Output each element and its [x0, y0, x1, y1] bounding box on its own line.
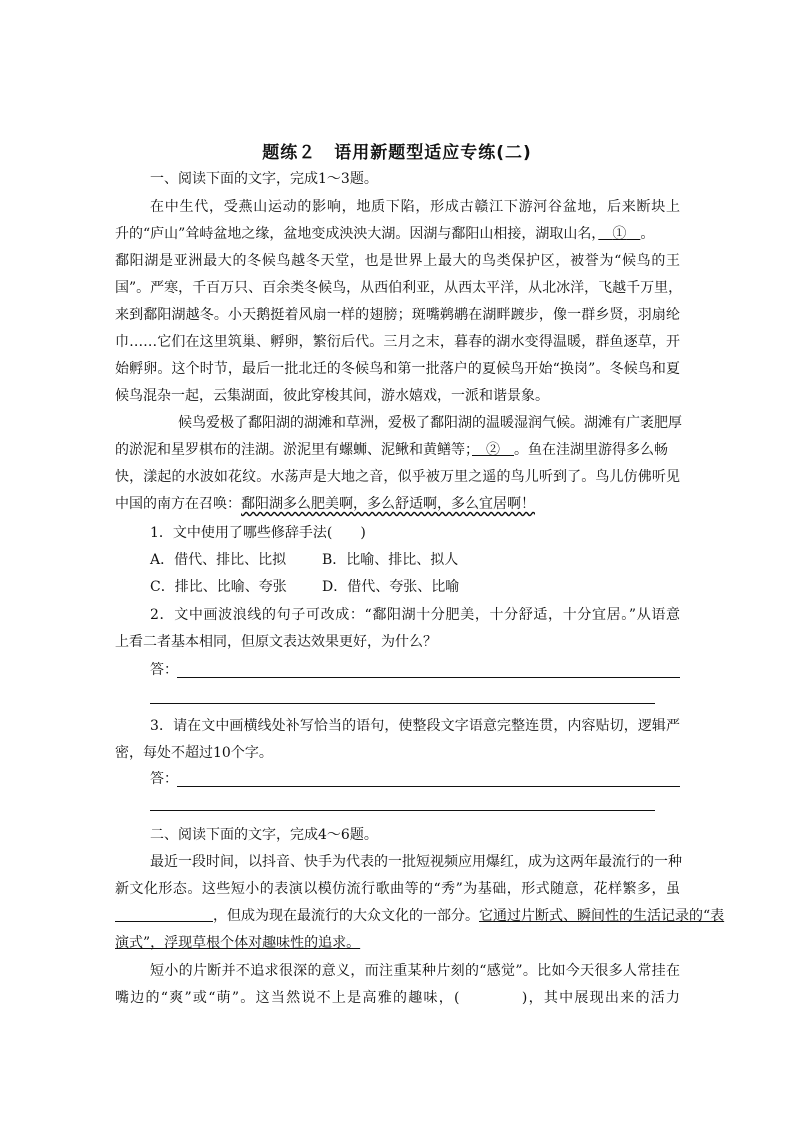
- blank-1: ①: [612, 226, 627, 242]
- s1-p1-line2: 升的“庐山”耸峙盆地之缘，盆地变成泱泱大湖。因湖与鄱阳山相接，湖取山名， ① 。: [115, 226, 655, 242]
- q3-answer-line[interactable]: [177, 786, 680, 787]
- page-title: 题练２ 语用新题型适应专练(二): [262, 143, 532, 163]
- s2-p1-line4: [115, 934, 680, 952]
- q1-option-d: D．借代、夸张、比喻: [322, 579, 460, 595]
- s2-p2-line1: 短小的片断并不追求很深的意义，而注重某种片刻的“感觉”。比如今天很多人常挂在: [150, 963, 680, 979]
- section2-heading: 二、阅读下面的文字，完成4～6题。: [150, 827, 378, 843]
- s2-p1-line1: 最近一段时间，以抖音、快手为代表的一批短视频应用爆红，成为这两年最流行的一种: [150, 854, 682, 870]
- blank-2: ②: [486, 442, 500, 458]
- s1-p1-line8: 候鸟混杂一起，云集湖面，彼此穿梭其间，游水嬉戏，一派和谐景象。: [115, 388, 549, 404]
- s2-p2-line2: 嘴边的“爽”或“萌”。这当然说不上是高雅的趣味，( )，其中展现出来的活力: [115, 990, 680, 1006]
- q2-answer-line-2[interactable]: [150, 703, 655, 704]
- underlined-sentence-part1: 它通过片断式、瞬间性的生活记录的“表: [479, 908, 725, 924]
- s1-p1-line6: 巾……它们在这里筑巢、孵卵，繁衍后代。三月之末，暮春的湖水变得温暖，群鱼逐草，开: [115, 334, 680, 350]
- q1-option-b: B．比喻、排比、拟人: [322, 552, 459, 568]
- s1-p2-line2: 的淤泥和星罗棋布的洼湖。淤泥里有螺蛳、泥鳅和黄鳝等； ② 。鱼在洼湖里游得多么畅: [115, 442, 668, 458]
- s2-p1-line2: 新文化形态。这些短小的表演以模仿流行歌曲等的“秀”为基础，形式随意，花样繁多，虽: [115, 881, 680, 897]
- q3-answer-row[interactable]: [150, 770, 680, 788]
- q2-answer-label: 答：: [150, 662, 178, 678]
- q3-stem-line2: 密，每处不超过10个字。: [115, 745, 273, 761]
- underlined-sentence-part2: 演式”，浮现草根个体对趣味性的追求。: [115, 935, 361, 951]
- s1-p2-line3: 快，漾起的水波如花纹。水荡声是大地之音，似乎被万里之遥的鸟儿听到了。鸟儿仿佛听见: [115, 469, 680, 485]
- section1-heading: 一、阅读下面的文字，完成1～3题。: [150, 171, 378, 187]
- blank-3: [115, 908, 213, 924]
- q1-option-a: A．借代、排比、比拟: [150, 552, 287, 568]
- s1-p1-line3: 鄱阳湖是亚洲最大的冬候鸟越冬天堂，也是世界上最大的鸟类保护区，被誉为“候鸟的王: [115, 253, 680, 269]
- q2-stem-line1: 2．文中画波浪线的句子可改成：“鄱阳湖十分肥美，十分舒适，十分宜居。”从语意: [150, 607, 680, 623]
- q2-stem-line2: 上看二者基本相同，但原文表达效果更好，为什么？: [115, 634, 437, 650]
- q1-option-c: C．排比、比喻、夸张: [150, 579, 287, 595]
- s1-p1-line4: 国”。严寒，千百万只、百余类冬候鸟，从西伯利亚，从西太平洋，从北冰洋，飞越千万里，: [115, 280, 683, 296]
- q3-answer-line-2[interactable]: [150, 810, 655, 811]
- q2-answer-row[interactable]: [150, 661, 680, 679]
- q2-answer-line[interactable]: [177, 677, 680, 678]
- s1-p1-line1: 在中生代，受燕山运动的影响，地质下陷，形成古赣江下游河谷盆地，后来断块上: [150, 199, 680, 215]
- s2-p1-line3: ，但成为现在最流行的大众文化的一部分。它通过片断式、瞬间性的生活记录的“表: [115, 907, 680, 925]
- q1-stem: 1．文中使用了哪些修辞手法( ): [150, 525, 366, 541]
- s1-p1-line7: 始孵卵。这个时节，最后一批北迁的冬候鸟和第一批落户的夏候鸟开始“换岗”。冬候鸟和夏: [115, 361, 680, 377]
- wavy-sentence: 鄱阳湖多么肥美啊，多么舒适啊，多么宜居啊！: [241, 496, 535, 512]
- s1-p2-line4: 中国的南方在召唤：鄱阳湖多么肥美啊，多么舒适啊，多么宜居啊！: [115, 496, 535, 512]
- s1-p1-line5: 来到鄱阳湖越冬。小天鹅挺着风扇一样的翅膀；斑嘴鹈鹕在湖畔踱步，像一群乡贤，羽扇纶: [115, 307, 680, 323]
- q3-answer-label: 答：: [150, 771, 178, 787]
- s1-p2-line1: 候鸟爱极了鄱阳湖的湖滩和草洲，爱极了鄱阳湖的温暖湿润气候。湖滩有广袤肥厚: [178, 415, 682, 431]
- q3-stem-line1: 3．请在文中画横线处补写恰当的语句，使整段文字语意完整连贯，内容贴切，逻辑严: [150, 718, 680, 734]
